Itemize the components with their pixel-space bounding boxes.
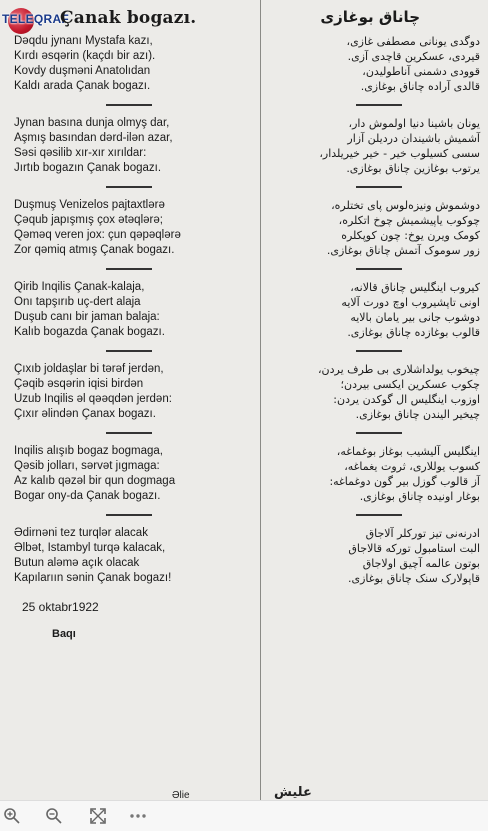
poem-line: Qirib Inqilis Çanak-kalaja, — [14, 281, 145, 293]
poem-line: دوشموش ونیزه‌لوس پای تختلره، — [331, 199, 480, 212]
poem-line: آشمیش باشیندان دردیلن آزار — [347, 132, 480, 145]
stanza — [14, 198, 254, 258]
poem-line: Duşmuş Venizelos pajtaxtlərə — [14, 199, 165, 211]
stanza-divider — [356, 514, 402, 516]
stanza-divider — [106, 186, 152, 188]
stanza — [14, 526, 254, 586]
author-latin: Əlie — [172, 790, 190, 800]
poem-line: البت استامبول تورکه قالاجاق — [348, 542, 480, 555]
poem-line: چیخیر الیندن چاناق بوغازی. — [355, 408, 480, 421]
poem-line: Çıxıb joldaşlar bi tərəf jerdən, — [14, 363, 164, 375]
poem-line: Kalıb bogazda Çanak bogazı. — [14, 326, 165, 338]
stanza-divider — [106, 350, 152, 352]
fullscreen-button[interactable] — [86, 804, 110, 828]
poem-line: اوزوب اینگلیس ال گوکدن یردن: — [333, 393, 480, 406]
stanza — [14, 116, 254, 176]
zoom-out-button[interactable] — [42, 804, 66, 828]
poem-title-arabic: چاناق بوغازی — [320, 8, 420, 26]
zoom-in-button[interactable] — [0, 804, 24, 828]
latin-stanzas — [14, 34, 254, 586]
poem-line: چیخوب یولداشلاری بی طرف یردن، — [318, 363, 480, 376]
poem-line: چکوب عسکرین ایکسی بیردن؛ — [340, 378, 480, 391]
poem-line: Dəqdu jynanı Mystafa kazı, — [14, 35, 153, 47]
poem-line: Duşub canı bir jaman balaja: — [14, 311, 160, 323]
arabic-stanzas — [268, 34, 480, 586]
poem-line: Çəqib əsqərin iqisi birdən — [14, 378, 144, 390]
poem-line: Onı tapşırıb uç-dert alaja — [14, 296, 141, 308]
poem-line: کومک ویرن یوخ: چون کوپکلره — [341, 229, 480, 242]
poem-line: Səsi qəsilib xır-xır xırıldar: — [14, 147, 147, 159]
image-viewer-toolbar — [0, 800, 488, 831]
stanza — [268, 34, 480, 94]
stanza — [14, 280, 254, 340]
stanza-divider — [356, 350, 402, 352]
poem-line: Əlbət, Istambyl turqə kalacak, — [14, 542, 166, 554]
stanza — [14, 362, 254, 422]
poem-line: دوگدی یونانی مصطفی غازی، — [346, 35, 480, 48]
poem-line: Zor qəmiq atmış Çanak bogazı. — [14, 244, 175, 256]
stanza — [268, 362, 480, 422]
poem-line: Kovdy duşməni Anatolıdan — [14, 65, 151, 77]
poem-line: Çıxır əlindən Çanax bogazı. — [14, 408, 156, 420]
poem-line: Bogar ony-da Çanak bogazı. — [14, 490, 161, 502]
poem-line: سسی کسیلوب خیر - خیر خیریلدار، — [319, 147, 480, 160]
poem-line: ادرنه‌نی تیز تورکلر آلاجاق — [365, 527, 480, 540]
stanza-divider — [106, 514, 152, 516]
poem-line: Kapılarıın sənin Çanak bogazı! — [14, 572, 172, 584]
poem-line: قالوب بوغازده چاناق بوغازی. — [347, 326, 480, 339]
poem-line: Jynan basına dunja olmyş dar, — [14, 117, 170, 129]
poem-line: Jırtıb bogazın Çanak bogazı. — [14, 162, 162, 174]
poem-line: Uzub Inqilis əl qəəqdən jerdən: — [14, 393, 172, 405]
poem-date: 25 oktabr1922 — [22, 600, 99, 614]
poem-line: قوودی دشمنی آناطولیدن، — [362, 65, 480, 78]
stanza-divider — [356, 104, 402, 106]
poem-line: Çəqub japışmış çox ətəqlərə; — [14, 214, 163, 226]
poem-line: بوغار اونیده چاناق بوغازی. — [359, 490, 480, 503]
poem-line: Aşmış basından dərd-ilən azar, — [14, 132, 173, 144]
logo-text: TELEQRAF — [2, 12, 70, 26]
expand-icon — [89, 807, 107, 825]
poem-line: Qəməq veren jox: çun qəpəqlərə — [14, 229, 181, 241]
stanza-divider — [356, 186, 402, 188]
stanza-divider — [106, 268, 152, 270]
poem-line: کیروب اینگلیس چاناق قالانه، — [350, 281, 480, 294]
poem-place: Baqı — [52, 628, 76, 640]
zoom-in-icon — [3, 807, 21, 825]
poem-line: قالدی آراده چاناق بوغازی. — [360, 80, 480, 93]
poem-line: زور سوموک آتمش چاناق بوغازی. — [326, 244, 480, 257]
stanza — [268, 198, 480, 258]
poem-line: یرتوب بوغازین چاناق بوغازی. — [346, 162, 480, 175]
arabic-column — [268, 8, 480, 596]
poem-line: Inqilis alışıb bogaz bogmaga, — [14, 445, 163, 457]
stanza-divider — [356, 268, 402, 270]
column-divider — [260, 0, 261, 800]
stanza — [268, 526, 480, 586]
poem-line: یونان باشینا دنیا اولموش دار، — [348, 117, 480, 130]
poem-line: آز قالوب گوزل بیر گون دوغماغه: — [329, 475, 480, 488]
poem-line: Kaldı arada Çanak bogazı. — [14, 80, 151, 92]
stanza — [268, 280, 480, 340]
poem-line: چوکوب یاپیشمیش چوخ اتکلره، — [338, 214, 480, 227]
stanza — [14, 34, 254, 94]
stanza — [268, 116, 480, 176]
poem-line: Kırdı əsqərin (kaçdı bir azı). — [14, 50, 156, 62]
stanza-divider — [106, 104, 152, 106]
zoom-out-icon — [45, 807, 63, 825]
poem-line: Qəsib jolları, sərvət jıgmaga: — [14, 460, 160, 472]
poem-line: Az kalıb qəzəl bir qun dogmaga — [14, 475, 176, 487]
poem-line: قیردی، عسکرین قاچدی آزی. — [347, 50, 480, 63]
poem-title-latin: Çanak bogazı. — [60, 8, 197, 28]
stanza-divider — [356, 432, 402, 434]
latin-column — [14, 8, 254, 640]
poem-line: Ədirnəni tez turqlər alacak — [14, 527, 148, 539]
poem-line: قاپولارک سنک چاناق بوغازی. — [347, 572, 480, 585]
stanza — [14, 444, 254, 504]
poem-line: کسوب یوللاری، ثروت یغماغه، — [344, 460, 480, 473]
more-dots-icon — [128, 807, 148, 825]
more-options-button[interactable] — [126, 804, 150, 828]
poem-line: اینگلیس آلیشیب بوغاز بوغماغه، — [336, 445, 480, 458]
poem-line: Butun aləmə açık olacak — [14, 557, 140, 569]
poem-line: بوتون عالمه آچیق اولاجاق — [362, 557, 480, 570]
poem-line: اونی تاپشیروب اوچ دورت آلایه — [341, 296, 480, 309]
stanza-divider — [106, 432, 152, 434]
stanza — [268, 444, 480, 504]
author-arabic: علیش — [274, 785, 312, 800]
poem-line: دوشوب جانی بیر یامان بالایه — [350, 311, 480, 324]
